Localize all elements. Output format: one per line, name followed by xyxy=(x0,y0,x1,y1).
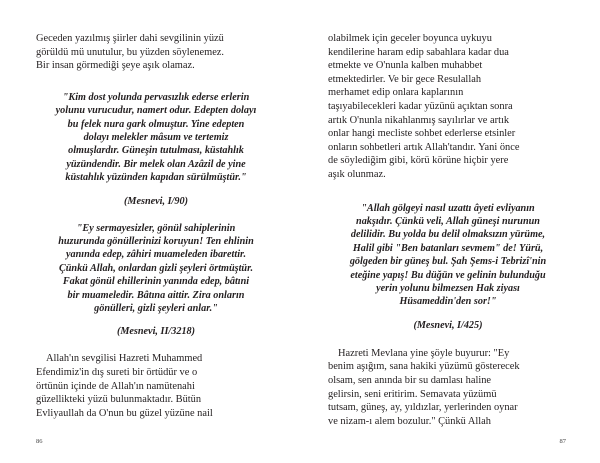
text-line: tutsam, güneş, ay, yıldızlar, yerlerinden oynar xyxy=(328,402,518,414)
text-line: olabilmek için geceler boyunca uykuyu xyxy=(328,33,492,44)
text-line: kendilerine haram edip sabahlara kadar dua xyxy=(328,46,509,58)
text-line: etmekte ve O'nunla kalben muhabbet xyxy=(328,60,483,72)
text-line: onların sohbetleri artık Allah'tandır. Yani önce xyxy=(328,141,520,153)
left-paragraph-2 xyxy=(36,352,276,420)
text-line: güzellikteki yüzü bulunmaktadır. Bütün xyxy=(36,394,202,406)
text-line: Bir insan görmediği şeye aşık olamaz. xyxy=(36,60,195,72)
text-line: benim aşığım, sana hakiki yüzümü gösterecek xyxy=(328,361,520,373)
quote-line: yerin yolunu bilmezsen Hak ziyası xyxy=(376,282,520,294)
quote-line: bu felek nura gark olmuştur. Yine edepten xyxy=(67,118,245,130)
text-line: örtünün içinde de Allah'ın namütenahi xyxy=(36,380,195,392)
quote-line: yolunu vurucudur, namert odur. Edepten dolayı xyxy=(55,105,257,117)
left-paragraph-1 xyxy=(36,32,276,73)
quote-line: yanında edep, zâhiri muameleden ibarettir. xyxy=(66,249,246,261)
text-line: de söylediğim gibi, körü körüne hiçbir yere xyxy=(328,155,509,167)
quote-line: huzurunda gönüllerinizi koruyun! Ten ehlinin xyxy=(58,236,254,248)
right-page-number: 87 xyxy=(559,438,566,445)
text-line: ve nizam-ı alem bozulur." Çünkü Allah xyxy=(328,415,491,427)
left-quote-2 xyxy=(42,222,270,316)
quote-line: gönülleri, gizli şeyleri anlar." xyxy=(94,303,218,315)
quote-line: Fakat gönül ehillerinin yanında edep, bâtıni xyxy=(62,276,250,288)
right-quote-1-source: (Mesnevi, I/425) xyxy=(413,319,483,331)
right-paragraph-1 xyxy=(328,32,568,182)
quote-line: nakşıdır. Çünkü veli, Allah güneşi nurunun xyxy=(356,215,540,227)
left-quote-2-source: (Mesnevi, II/3218) xyxy=(116,326,196,338)
left-quote-1-source: (Mesnevi, I/90) xyxy=(124,195,188,207)
quote-line: küstahlık yüzünden kapıdan sürülmüştür." xyxy=(65,172,247,184)
text-line: onlar hangi mecliste sohbet ederlerse etsinler xyxy=(328,128,516,140)
text-line: Efendimiz'in dış sureti bir örtüdür ve o xyxy=(36,367,198,379)
text-line: taşıyabilecekleri kadar yüzünü açıktan sonra xyxy=(328,100,513,112)
right-text-column xyxy=(328,32,568,428)
text-line: artık O'nunla nikahlanmış sayılırlar ve artık xyxy=(328,114,510,126)
text-line: olsam, sen anında bir su damlası haline xyxy=(328,374,492,386)
right-page xyxy=(300,0,600,463)
text-line: Evliyaullah da O'nun bu güzel yüzüne nail xyxy=(36,407,213,419)
quote-line: "Kim dost yolunda pervasızlık ederse erlerin xyxy=(62,91,250,103)
left-page-number: 86 xyxy=(36,438,43,445)
left-quote-1 xyxy=(42,91,270,185)
quote-line: Halil gibi "Ben batanları sevmem" de! Yürü, xyxy=(352,242,544,254)
text-line: aşık olunmaz. xyxy=(328,168,386,180)
left-text-column xyxy=(36,32,276,420)
right-paragraph-2 xyxy=(328,347,568,429)
text-line: Allah'ın sevgilisi Hazreti Muhammed xyxy=(46,353,203,365)
quote-line: delilidir. Bu yolda bu delil olmaksızın yürüme, xyxy=(350,229,546,241)
quote-line: yüzündendir. Bir melek olan Azâzil de yine xyxy=(66,158,246,170)
quote-line: olmuşlardır. Güneşin tutulması, küstahlık xyxy=(68,145,244,157)
text-line: etmektedirler. Ve bir gece Resulallah xyxy=(328,73,482,85)
quote-line: "Ey sermayesizler, gönül sahiplerinin xyxy=(76,222,236,234)
text-line: görüldü mü unutulur, bu yüzden söylenemez. xyxy=(36,46,225,58)
text-line: Hazreti Mevlana yine şöyle buyurur: "Ey xyxy=(338,347,510,359)
quote-line: Hüsameddin'den sor!" xyxy=(399,296,497,308)
text-line: Geceden yazılmış şiirler dahi sevgilinin yüzü xyxy=(36,33,224,44)
quote-line: "Allah gölgeyi nasıl uzattı âyeti evliyanın xyxy=(361,202,535,214)
quote-line: dolayı melekler mâsum ve tertemiz xyxy=(83,132,229,143)
text-line: merhamet edip onlara kaplarının xyxy=(328,87,464,99)
text-line: gelirsin, seni eritirim. Semavata yüzümü xyxy=(328,388,497,400)
quote-line: gölgeden bir güneş bul. Şah Şems-i Tebrizî'nin xyxy=(349,256,547,268)
quote-line: Çünkü Allah, onlardan gizli şeyleri örtmüştür. xyxy=(58,262,254,274)
quote-line: bir muameledir. Bâtına aittir. Zira onların xyxy=(67,289,245,301)
right-quote-1 xyxy=(334,202,562,309)
quote-line: eteğine yapış! Bu düğün ve gelinin bulunduğu xyxy=(350,269,546,281)
